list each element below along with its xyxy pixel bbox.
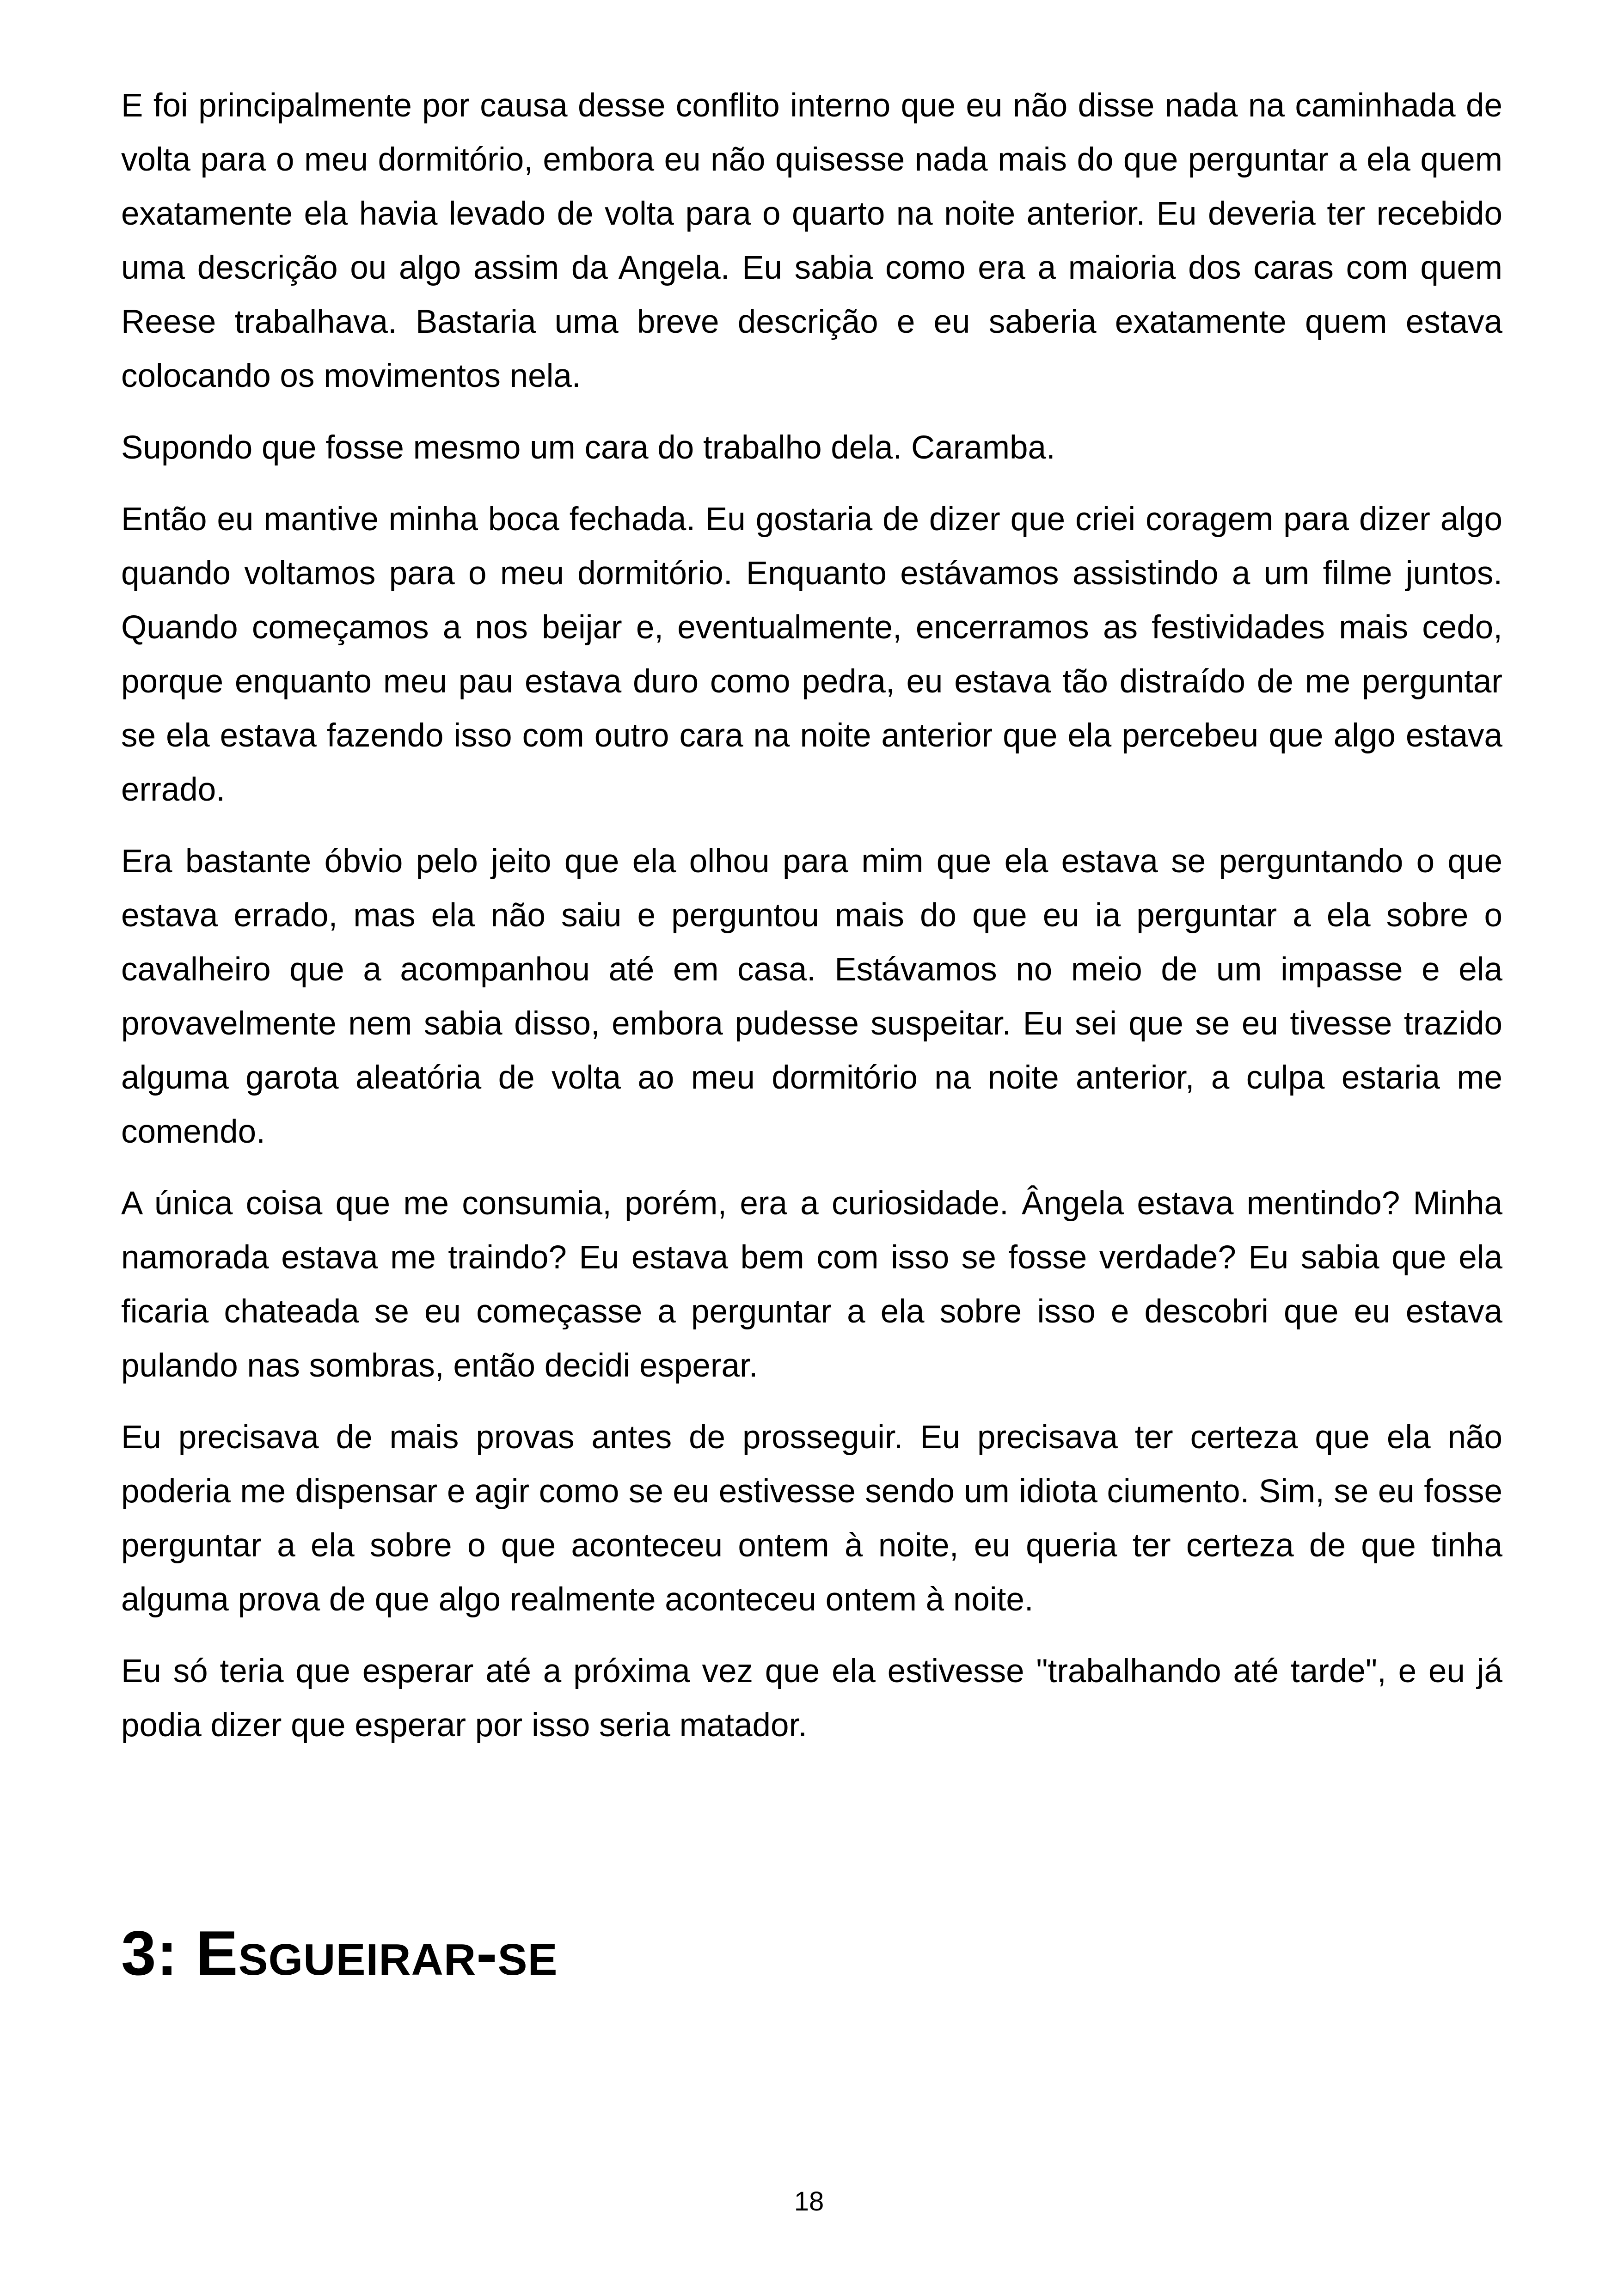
chapter-title-rest: SGUEIRAR [238,1935,477,1984]
paragraph: Supondo que fosse mesmo um cara do trabalho dela. Caramba. [121,429,1055,466]
chapter-number: 3: [121,1918,178,1988]
chapter-title-initial: E [196,1918,239,1988]
body-text [121,79,1502,1770]
page-number: 18 [794,2186,824,2216]
paragraph: A única coisa que me consumia, porém, era a curiosidade. Ângela estava mentindo? Minha namorada estava me traindo? Eu estava bem com isso se fosse verdade? Eu sabia que ela ficaria chateada se eu começasse a perguntar a ela sobre isso e descobri que eu estava pulando nas sombras, então decidi esperar. [121,1185,1502,1384]
paragraph: Eu precisava de mais provas antes de prosseguir. Eu precisava ter certeza que ela não poderia me dispensar e agir como se eu estivesse sendo um idiota ciumento. Sim, se eu fosse perguntar a ela sobre o que aconteceu ontem à noite, eu queria ter certeza de que tinha alguma prova de que algo realmente aconteceu ontem à noite. [121,1419,1502,1618]
chapter-heading [121,1916,558,1997]
paragraph: Então eu mantive minha boca fechada. Eu gostaria de dizer que criei coragem para dizer algo quando voltamos para o meu dormitório. Enquanto estávamos assistindo a um filme juntos. Quando começamos a nos beijar e, eventualmente, encerramos as festividades mais cedo, porque enquanto meu pau estava duro como pedra, eu estava tão distraído de me perguntar se ela estava fazendo isso com outro cara na noite anterior que ela percebeu que algo estava errado. [121,501,1502,808]
chapter-title-suffix: SE [497,1935,558,1984]
paragraph: Eu só teria que esperar até a próxima vez que ela estivesse "trabalhando até tarde", e eu já podia dizer que esperar por isso seria matador. [121,1653,1502,1744]
paragraph: E foi principalmente por causa desse conflito interno que eu não disse nada na caminhada de volta para o meu dormitório, embora eu não quisesse nada mais do que perguntar a ela quem exatamente ela havia levado de volta para o quarto na noite anterior. Eu deveria ter recebido uma descrição ou algo assim da Angela. Eu sabia como era a maioria dos caras com quem Reese trabalhava. Bastaria uma breve descrição e eu saberia exatamente quem estava colocando os movimentos nela. [121,87,1502,394]
chapter-title-hyphen: - [476,1918,498,1988]
paragraph: Era bastante óbvio pelo jeito que ela olhou para mim que ela estava se perguntando o que estava errado, mas ela não saiu e perguntou mais do que eu ia perguntar a ela sobre o cavalheiro que a acompanhou até em casa. Estávamos no meio de um impasse e ela provavelmente nem sabia disso, embora pudesse suspeitar. Eu sei que se eu tivesse trazido alguma garota aleatória de volta ao meu dormitório na noite anterior, a culpa estaria me comendo. [121,843,1502,1150]
